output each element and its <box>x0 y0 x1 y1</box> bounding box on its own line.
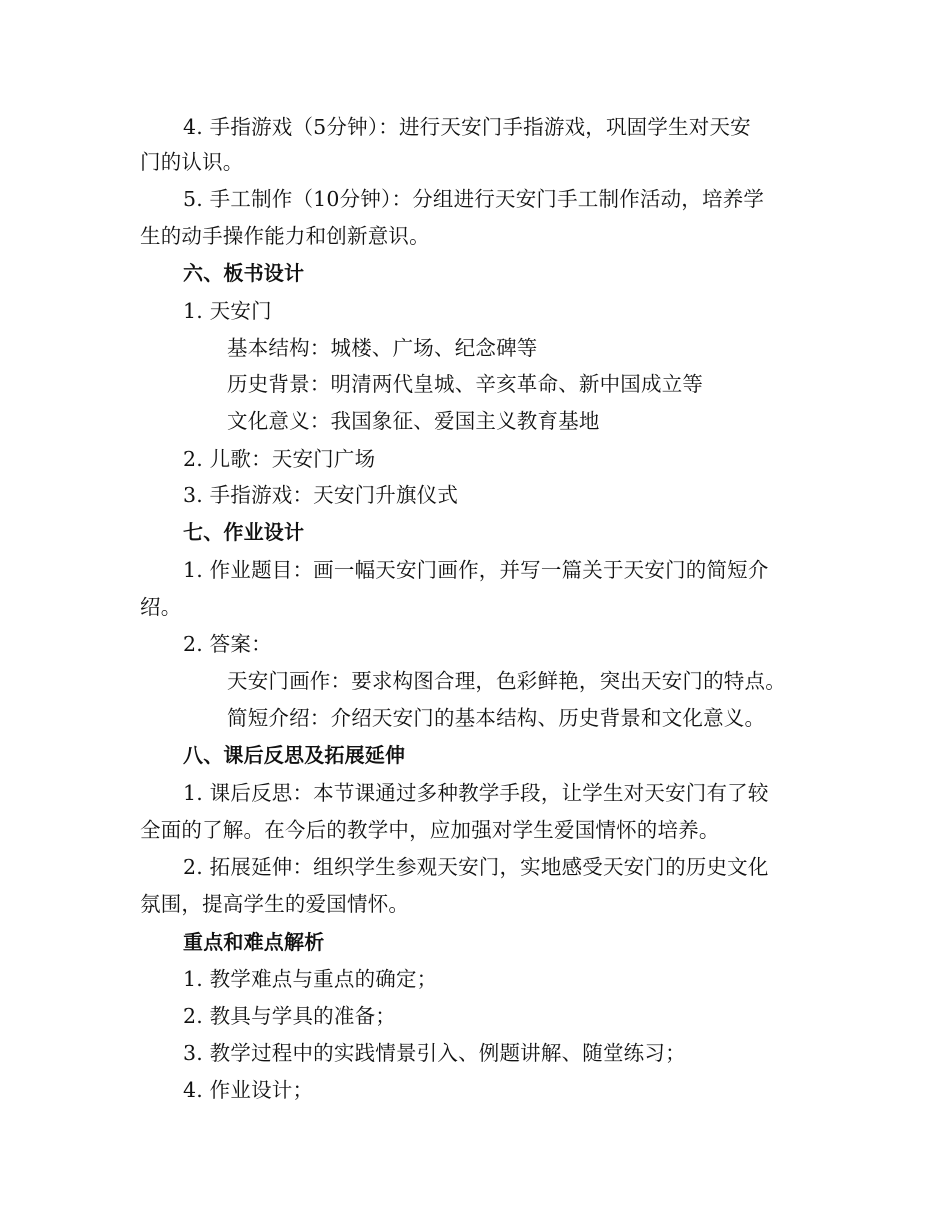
paragraph-line: 简短介绍：介绍天安门的基本结构、历史背景和文化意义。 <box>227 706 766 730</box>
paragraph-line: 1. 教学难点与重点的确定； <box>183 967 438 991</box>
paragraph-line: 2. 儿歌：天安门广场 <box>183 447 376 471</box>
section-heading: 重点和难点解析 <box>183 930 325 954</box>
paragraph-line: 绍。 <box>140 595 182 619</box>
paragraph-line: 4. 作业设计； <box>183 1078 314 1102</box>
section-heading: 八、课后反思及拓展延伸 <box>183 743 406 767</box>
paragraph-line: 1. 天安门 <box>183 299 272 323</box>
paragraph-line: 1. 课后反思：本节课通过多种教学手段，让学生对天安门有了较 <box>183 781 769 805</box>
section-heading: 七、作业设计 <box>183 520 305 544</box>
paragraph-line: 2. 答案： <box>183 632 272 656</box>
paragraph-line: 2. 教具与学具的准备； <box>183 1004 396 1028</box>
section-heading: 六、板书设计 <box>183 261 305 285</box>
paragraph-line: 生的动手操作能力和创新意识。 <box>140 224 430 248</box>
paragraph-line: 2. 拓展延伸：组织学生参观天安门，实地感受天安门的历史文化 <box>183 855 769 879</box>
paragraph-line: 基本结构：城楼、广场、纪念碑等 <box>227 336 538 360</box>
paragraph-line: 门的认识。 <box>140 150 244 174</box>
paragraph-line: 3. 教学过程中的实践情景引入、例题讲解、随堂练习； <box>183 1041 686 1065</box>
paragraph-line: 天安门画作：要求构图合理，色彩鲜艳，突出天安门的特点。 <box>227 669 786 693</box>
paragraph-line: 历史背景：明清两代皇城、辛亥革命、新中国成立等 <box>227 372 704 396</box>
paragraph-line: 文化意义：我国象征、爱国主义教育基地 <box>227 409 600 433</box>
paragraph-line: 5. 手工制作（10分钟）：分组进行天安门手工制作活动，培养学 <box>183 187 765 211</box>
paragraph-line: 氛围，提高学生的爱国情怀。 <box>140 892 410 916</box>
paragraph-line: 3. 手指游戏：天安门升旗仪式 <box>183 483 459 507</box>
paragraph-line: 4. 手指游戏（5分钟）：进行天安门手指游戏，巩固学生对天安 <box>183 115 751 139</box>
paragraph-line: 全面的了解。在今后的教学中，应加强对学生爱国情怀的培养。 <box>140 818 720 842</box>
paragraph-line: 1. 作业题目：画一幅天安门画作，并写一篇关于天安门的简短介 <box>183 558 769 582</box>
